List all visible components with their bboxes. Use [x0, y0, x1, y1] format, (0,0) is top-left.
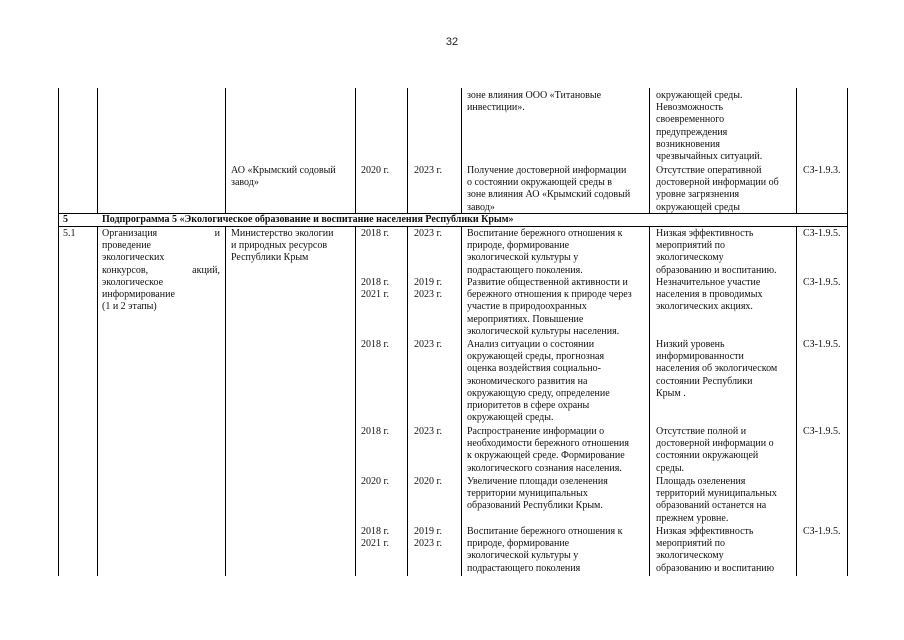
measure-executor: Министерство экологии и природных ресурсов Республики Крым [231, 228, 334, 264]
row-result: Воспитание бережного отношения к природе, формирование экологической культуры у подрастающего поколения. [467, 228, 623, 276]
measure-name [102, 228, 220, 313]
row-start-year: 2018 г. 2021 г. [361, 277, 389, 301]
row-indicator: СЗ-1.9.5. [803, 228, 841, 239]
measure-name-word: Организация [102, 228, 158, 239]
measure-name-word: акций, [192, 264, 220, 276]
row-result: Воспитание бережного отношения к природе, формирование экологической культуры у подрастающего поколения [467, 526, 623, 574]
measure-name-line: экологических [102, 252, 165, 264]
col-divider [461, 88, 462, 213]
continued-risk: окружающей среды. Невозможность своевременного предупреждения возникновения чрезвычайных ситуаций. [656, 90, 763, 163]
row-indicator: СЗ-1.9.5. [803, 339, 841, 350]
soda-risk: Отсутствие оперативной достоверной информации об уровне загрязнения окружающей среды [656, 165, 779, 213]
row-indicator: СЗ-1.9.5. [803, 526, 841, 537]
row-end-year: 2019 г. 2023 г. [414, 526, 442, 550]
col-divider [796, 88, 797, 213]
row-end-year: 2023 г. [414, 426, 442, 437]
row-result: Увеличение площади озеленения территории муниципальных образований Республики Крым. [467, 476, 608, 512]
row-result: Развитие общественной активности и бережного отношения к природе через участие в природоохранных мероприятиях. Повышение экологической культуры населения. [467, 277, 632, 337]
row-start-year: 2020 г. [361, 476, 389, 487]
col-divider [58, 88, 59, 576]
soda-start-year: 2020 г. [361, 165, 389, 176]
col-divider [97, 88, 98, 213]
row-risk: Отсутствие полной и достоверной информации о состоянии окружающей среды. [656, 426, 774, 474]
subprogram-number: 5 [63, 214, 68, 225]
row-risk: Низкая эффективность мероприятий по экологическому образованию и воспитанию [656, 526, 775, 574]
col-divider [649, 88, 650, 213]
soda-executor: АО «Крымский содовый завод» [231, 165, 336, 189]
col-divider [407, 226, 408, 576]
row-end-year: 2019 г. 2023 г. [414, 277, 442, 301]
subprogram-title: Подпрограмма 5 «Экологическое образование и воспитание населения Республики Крым» [102, 214, 514, 225]
row-risk: Незначительное участие населения в проводимых экологических акциях. [656, 277, 763, 313]
measure-name-line [102, 228, 220, 240]
soda-result: Получение достоверной информации о состоянии окружающей среды в зоне влияния АО «Крымский содовый завод» [467, 165, 631, 213]
col-divider [225, 226, 226, 576]
col-divider [355, 226, 356, 576]
measure-name-line: экологическое информирование (1 и 2 этапы) [102, 276, 175, 313]
soda-indicator: СЗ-1.9.3. [803, 165, 841, 176]
measure-name-word: и [214, 228, 220, 239]
col-divider [407, 88, 408, 213]
row-end-year: 2020 г. [414, 476, 442, 487]
col-divider [355, 88, 356, 213]
row-result: Анализ ситуации о состоянии окружающей среды, прогнозная оценка воздействия социально- экономического развития на окружающую среду, определение приоритетов в сфере охраны окружающей среды. [467, 339, 610, 424]
row-risk: Низкий уровень информированности населения об экологическом состоянии Республики Крым . [656, 339, 778, 399]
row-start-year: 2018 г. [361, 228, 389, 239]
row-result: Распространение информации о необходимости бережного отношения к окружающей среде. Формирование экологического сознания населения. [467, 426, 629, 474]
row-indicator: СЗ-1.9.5. [803, 277, 841, 288]
continued-activity: зоне влияния ООО «Титановые инвестиции». [467, 90, 602, 114]
row-end-year: 2023 г. [414, 339, 442, 350]
row-start-year: 2018 г. [361, 426, 389, 437]
soda-end-year: 2023 г. [414, 165, 442, 176]
row-risk: Низкая эффективность мероприятий по экологическому образованию и воспитанию. [656, 228, 777, 276]
col-divider [97, 226, 98, 576]
measure-number: 5.1 [63, 228, 76, 239]
row-end-year: 2023 г. [414, 228, 442, 239]
row-indicator: СЗ-1.9.5. [803, 426, 841, 437]
row-start-year: 2018 г. [361, 339, 389, 350]
col-divider [225, 88, 226, 213]
row-risk: Площадь озеленения территорий муниципальных образований останется на прежнем уровне. [656, 476, 777, 524]
col-divider [847, 88, 848, 576]
col-divider [461, 226, 462, 576]
page-number: 32 [445, 36, 459, 48]
col-divider [796, 226, 797, 576]
row-start-year: 2018 г. 2021 г. [361, 526, 389, 550]
measure-name-line [102, 265, 220, 277]
measure-name-word: конкурсов, [102, 264, 149, 276]
measure-name-line: проведение [102, 240, 151, 252]
col-divider [649, 226, 650, 576]
